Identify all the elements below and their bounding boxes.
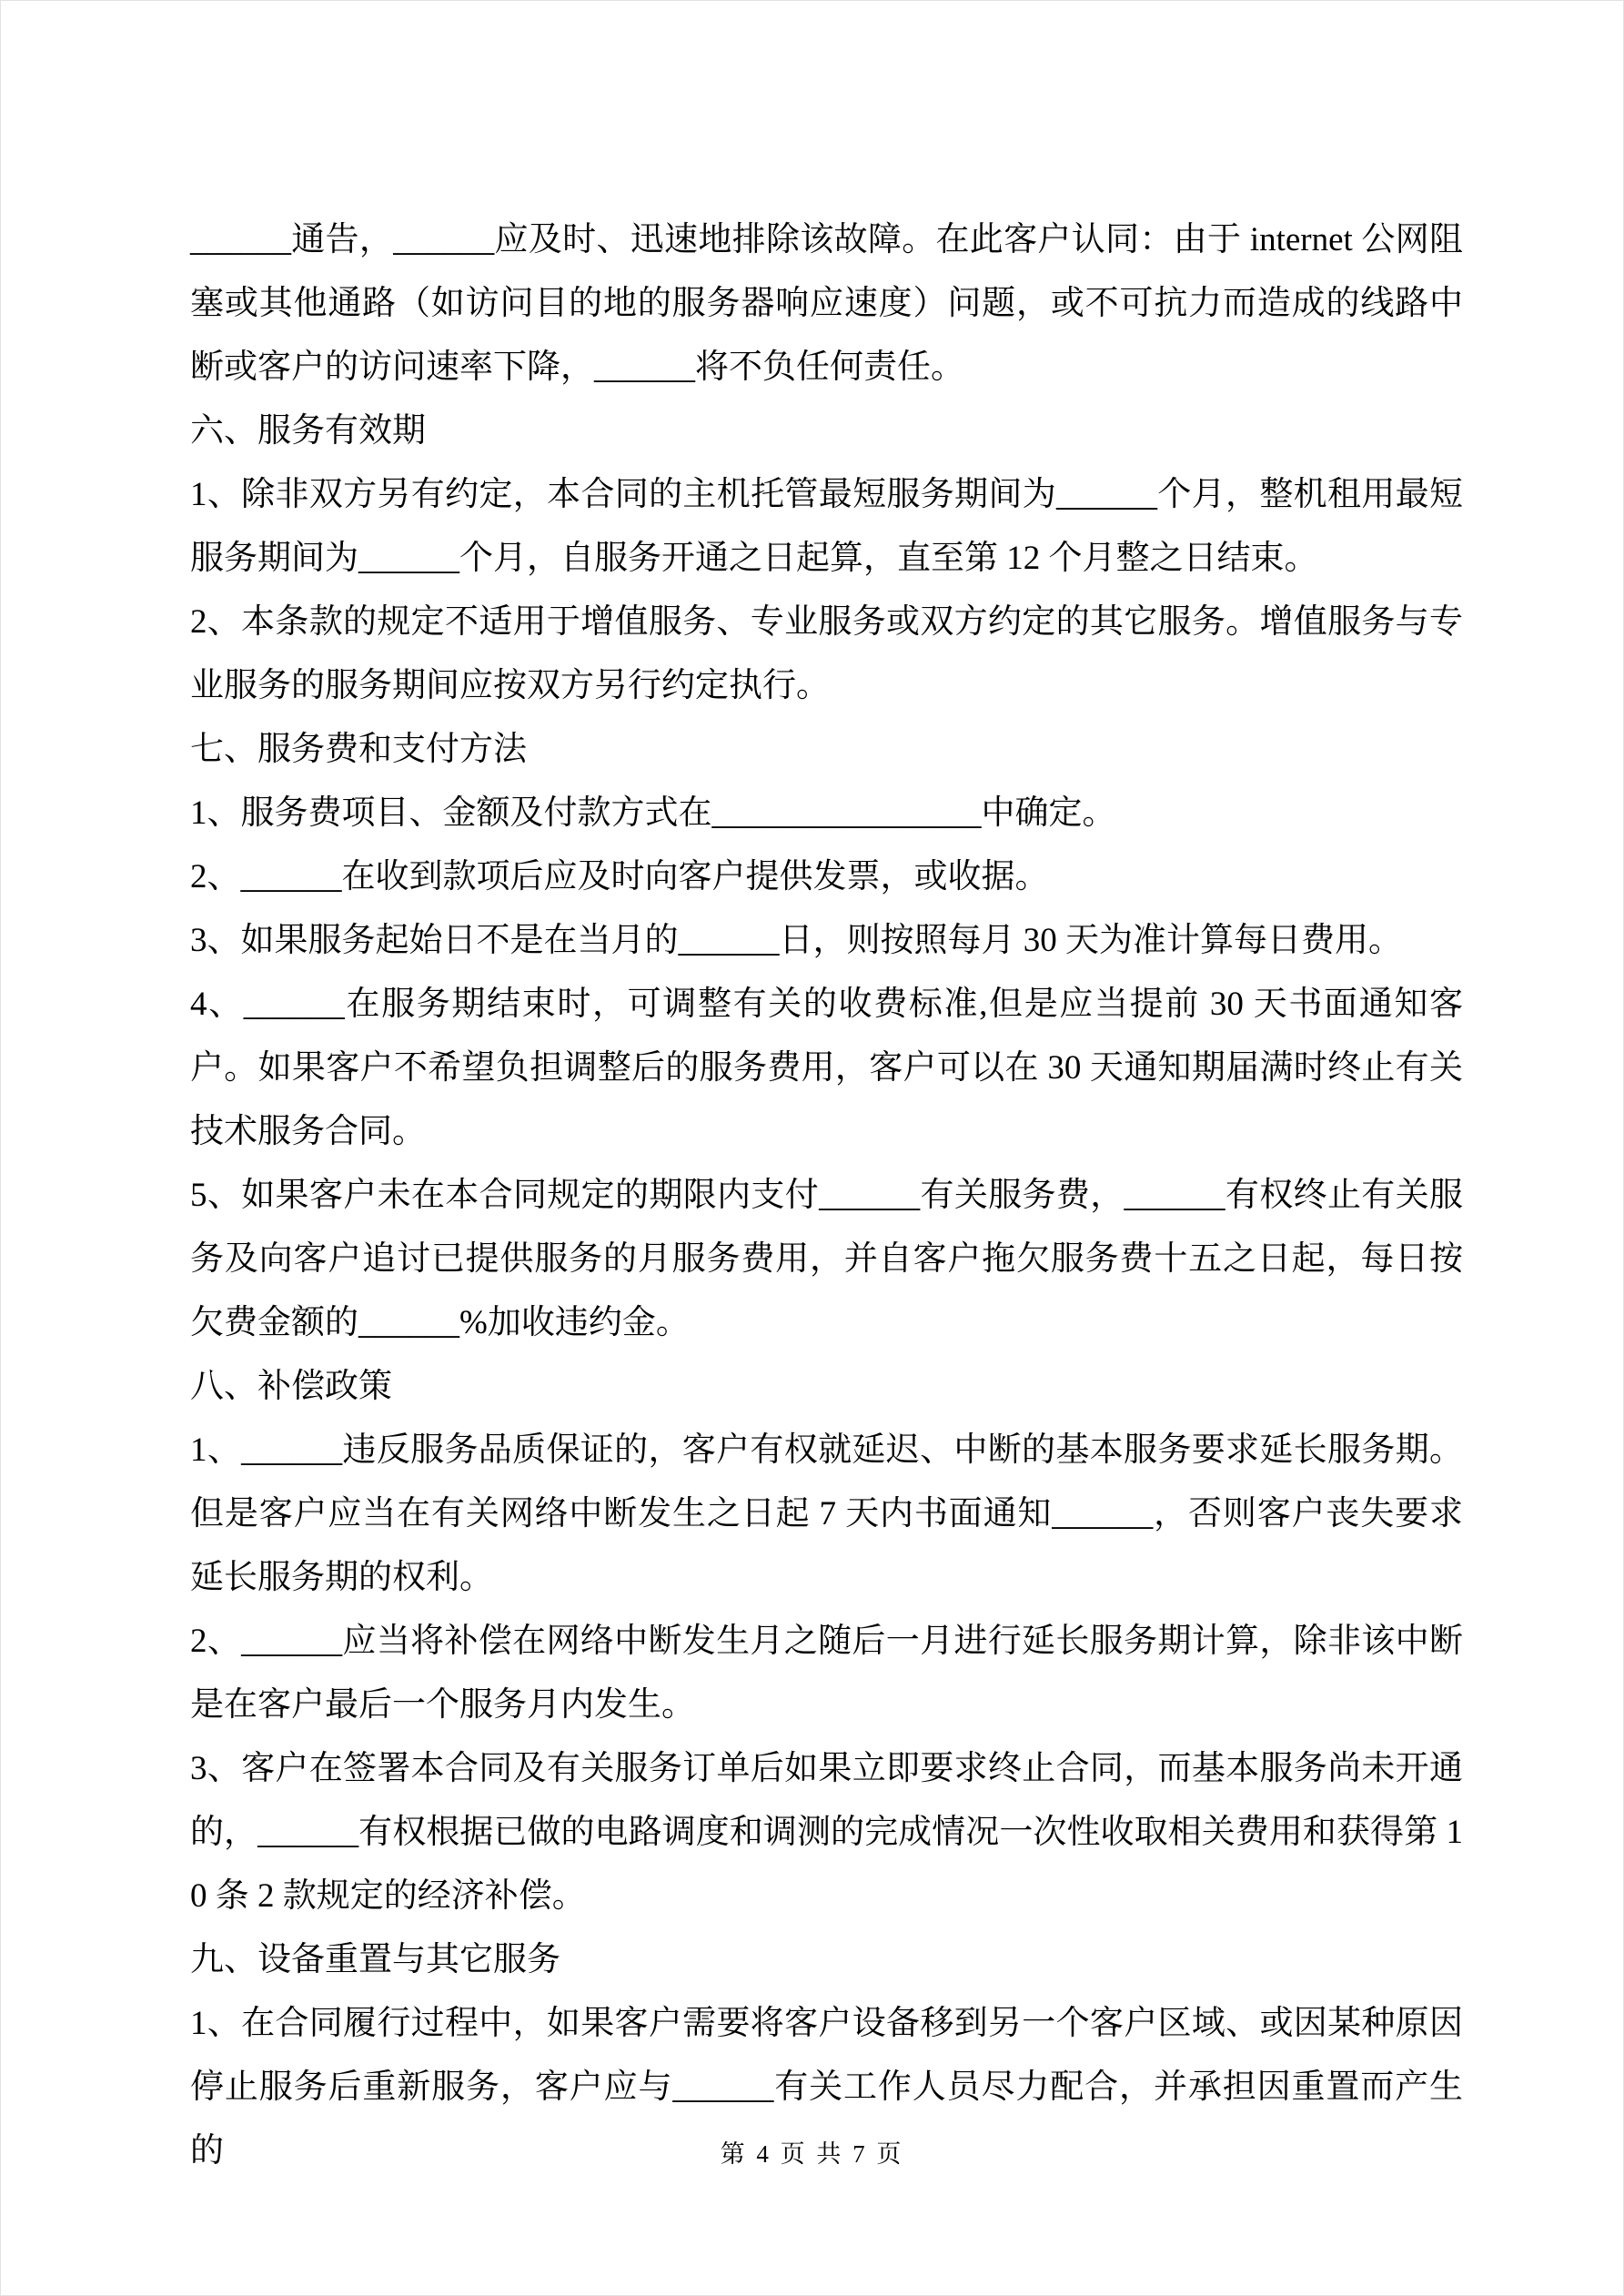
contract-paragraph: 2、______在收到款项后应及时向客户提供发票，或收据。	[190, 858, 1049, 895]
section-heading: 八、补偿政策	[190, 1368, 392, 1405]
contract-paragraph: 4、______在服务期结束时，可调整有关的收费标准,但是应当提前 30 天书面通知客户。如果客户不希望负担调整后的服务费用，客户可以在 30 天通知期届满时终止有关技术服务合同。	[190, 986, 1463, 1150]
contract-paragraph: 1、服务费项目、金额及付款方式在________________中确定。	[190, 794, 1116, 832]
contract-paragraph: 1、______违反服务品质保证的，客户有权就延迟、中断的基本服务要求延长服务期。但是客户应当在有关网络中断发生之日起 7 天内书面通知______，否则客户丧失要求延长服务期的权利。	[190, 1431, 1463, 1596]
contract-paragraph: 2、______应当将补偿在网络中断发生月之随后一月进行延长服务期计算，除非该中断是在客户最后一个服务月内发生。	[190, 1623, 1463, 1724]
contract-paragraph: 5、如果客户未在本合同规定的期限内支付______有关服务费，______有权终止有关服务及向客户追讨已提供服务的月服务费用，并自客户拖欠服务费十五之日起，每日按欠费金额的______%加收违约金。	[190, 1177, 1463, 1341]
page-footer	[1, 2134, 1623, 2170]
document-body	[190, 208, 1463, 2183]
section-heading: 七、服务费和支付方法	[190, 731, 527, 768]
contract-paragraph: 1、在合同履行过程中，如果客户需要将客户设备移到另一个客户区域、或因某种原因停止服务后重新服务，客户应与______有关工作人员尽力配合，并承担因重置而产生的	[190, 2005, 1463, 2170]
section-heading: 九、设备重置与其它服务	[190, 1941, 560, 1978]
contract-paragraph: 1、除非双方另有约定，本合同的主机托管最短服务期间为______个月，整机租用最短服务期间为______个月，自服务开通之日起算，直至第 12 个月整之日结束。	[190, 476, 1463, 577]
section-heading: 六、服务有效期	[190, 412, 426, 450]
contract-paragraph: 3、客户在签署本合同及有关服务订单后如果立即要求终止合同，而基本服务尚未开通的，______有权根据已做的电路调度和调测的完成情况一次性收取相关费用和获得第 10 条 2 款规定的经济补偿。	[190, 1750, 1463, 1915]
page-number-label: 第 4 页 共 7 页	[720, 2140, 904, 2168]
contract-paragraph: ______通告，______应及时、迅速地排除该故障。在此客户认同：由于 internet 公网阻塞或其他通路（如访问目的地的服务器响应速度）问题，或不可抗力而造成的线路中断或客户的访问速率下降，______将不负任何责任。	[190, 221, 1463, 386]
contract-paragraph: 3、如果服务起始日不是在当月的______日，则按照每月 30 天为准计算每日费用。	[190, 922, 1402, 959]
contract-paragraph: 2、本条款的规定不适用于增值服务、专业服务或双方约定的其它服务。增值服务与专业服务的服务期间应按双方另行约定执行。	[190, 603, 1463, 704]
